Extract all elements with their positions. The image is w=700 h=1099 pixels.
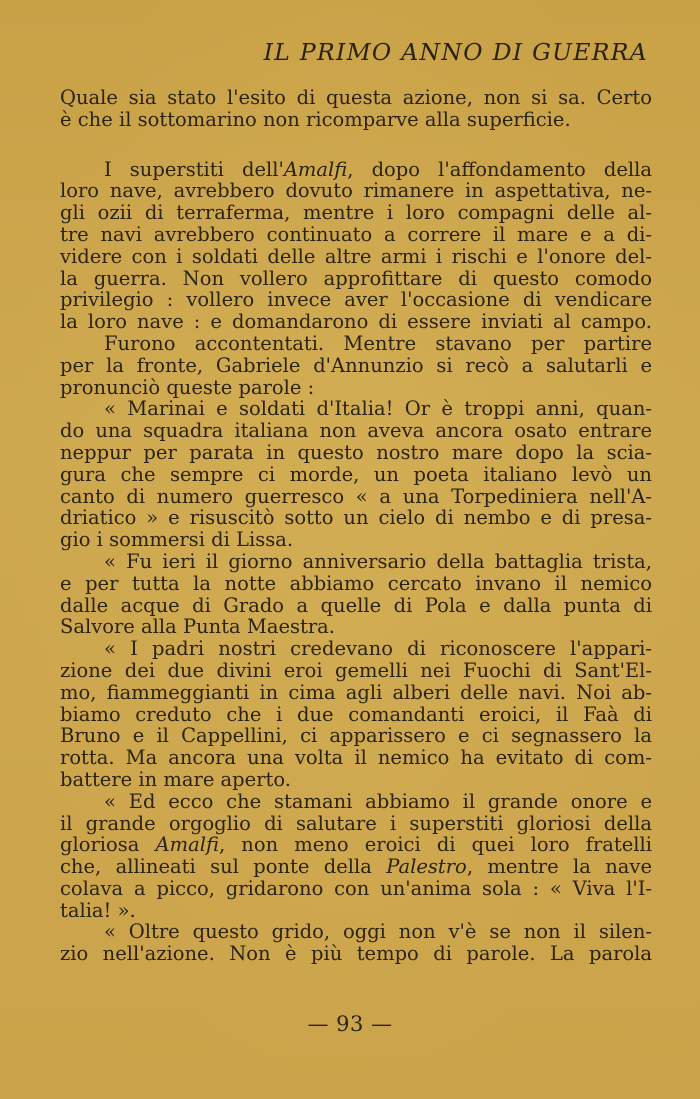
- text-line: [60, 159, 652, 181]
- text-run: che, allineati sul ponte della: [60, 855, 387, 879]
- text-run: I superstiti dell': [104, 157, 284, 181]
- text-line: [60, 834, 652, 856]
- paragraph-4: [60, 398, 652, 551]
- text-line: la loro nave : e domandarono di essere inviati al campo.: [60, 310, 652, 334]
- text-line: gli ozii di terraferma, mentre i loro compagni delle al-: [60, 201, 652, 225]
- text-line: talia! ».: [60, 898, 136, 922]
- text-line: Bruno e il Cappellini, ci apparissero e ci segnassero la: [60, 724, 652, 748]
- text-run: , dopo l'affondamento della: [347, 157, 652, 181]
- running-title: IL PRIMO ANNO DI GUERRA: [263, 38, 648, 66]
- text-run: , mentre la nave: [466, 855, 652, 879]
- text-line: colava a picco, gridarono con un'anima sola : « Viva l'I-: [60, 876, 652, 900]
- text-line: Furono accontentati. Mentre stavano per partire: [104, 331, 652, 355]
- text-line: Salvore alla Punta Maestra.: [60, 615, 335, 639]
- text-line: « Fu ieri il giorno anniversario della battaglia trista,: [104, 549, 652, 573]
- text-line: canto di numero guerresco « a una Torpediniera nell'A-: [60, 484, 652, 508]
- text-line: zio nell'azione. Non è più tempo di parole. La parola: [60, 942, 652, 966]
- text-line: zione dei due divini eroi gemelli nei Fuochi di Sant'El-: [60, 658, 652, 682]
- text-line: mo, fiammeggianti in cima agli alberi delle navi. Noi ab-: [60, 680, 652, 704]
- text-run: gloriosa: [60, 833, 156, 857]
- paragraph-3: [60, 333, 652, 398]
- text-line: battere in mare aperto.: [60, 767, 291, 791]
- text-line: privilegio : vollero invece aver l'occasione di vendicare: [60, 288, 652, 312]
- paragraph-2: [60, 159, 652, 333]
- text-line: « I padri nostri credevano di riconoscere l'appari-: [104, 637, 652, 661]
- text-line: gio i sommersi di Lissa.: [60, 528, 294, 552]
- text-line: [60, 856, 652, 878]
- text-line: tre navi avrebbero continuato a correre il mare e a di-: [60, 222, 652, 246]
- ship-name-amalfi: Amalfi: [155, 833, 219, 857]
- text-line: neppur per parata in questo nostro mare dopo la scia-: [60, 440, 652, 464]
- text-line: dalle acque di Grado a quelle di Pola e dalla punta di: [60, 593, 652, 617]
- text-line: « Marinai e soldati d'Italia! Or è troppi anni, quan-: [104, 397, 652, 421]
- text-line: gura che sempre ci morde, un poeta italiano levò un: [60, 462, 652, 486]
- paragraph-8: [60, 921, 652, 965]
- page-number: — 93 —: [307, 1012, 393, 1036]
- text-line: è che il sottomarino non ricomparve alla superficie.: [60, 107, 571, 131]
- paragraph-6: [60, 638, 652, 791]
- text-line: « Oltre questo grido, oggi non v'è se non il silen-: [104, 920, 652, 944]
- text-line: videre con i soldati delle altre armi i rischi e l'onore del-: [60, 244, 652, 268]
- text-run: , non meno eroici di quei loro fratelli: [218, 833, 652, 857]
- text-line: loro nave, avrebbero dovuto rimanere in aspettativa, ne-: [60, 179, 652, 203]
- text-line: per la fronte, Gabriele d'Annunzio si recò a salutarli e: [60, 353, 652, 377]
- paragraph-7: [60, 791, 652, 922]
- ship-name-amalfi: Amalfi: [283, 157, 348, 181]
- text-line: driatico » e risuscitò sotto un cielo di nembo e di presa-: [60, 506, 652, 530]
- text-line: do una squadra italiana non aveva ancora osato entrare: [60, 419, 652, 443]
- body-text: [60, 87, 652, 965]
- paragraph-gap: [60, 131, 652, 159]
- text-line: biamo creduto che i due comandanti eroici, il Faà di: [60, 702, 652, 726]
- text-line: il grande orgoglio di salutare i superstiti gloriosi della: [60, 811, 652, 835]
- ship-name-palestro: Palestro: [386, 855, 467, 879]
- paragraph-1: [60, 87, 652, 131]
- text-line: la guerra. Non vollero approfittare di questo comodo: [60, 266, 652, 290]
- text-line: Quale sia stato l'esito di questa azione, non si sa. Certo: [60, 86, 652, 109]
- text-line: rotta. Ma ancora una volta il nemico ha evitato di com-: [60, 746, 652, 770]
- text-line: « Ed ecco che stamani abbiamo il grande onore e: [104, 789, 652, 813]
- paragraph-5: [60, 551, 652, 638]
- text-line: e per tutta la notte abbiamo cercato invano il nemico: [60, 571, 652, 595]
- text-line: pronunciò queste parole :: [60, 375, 315, 399]
